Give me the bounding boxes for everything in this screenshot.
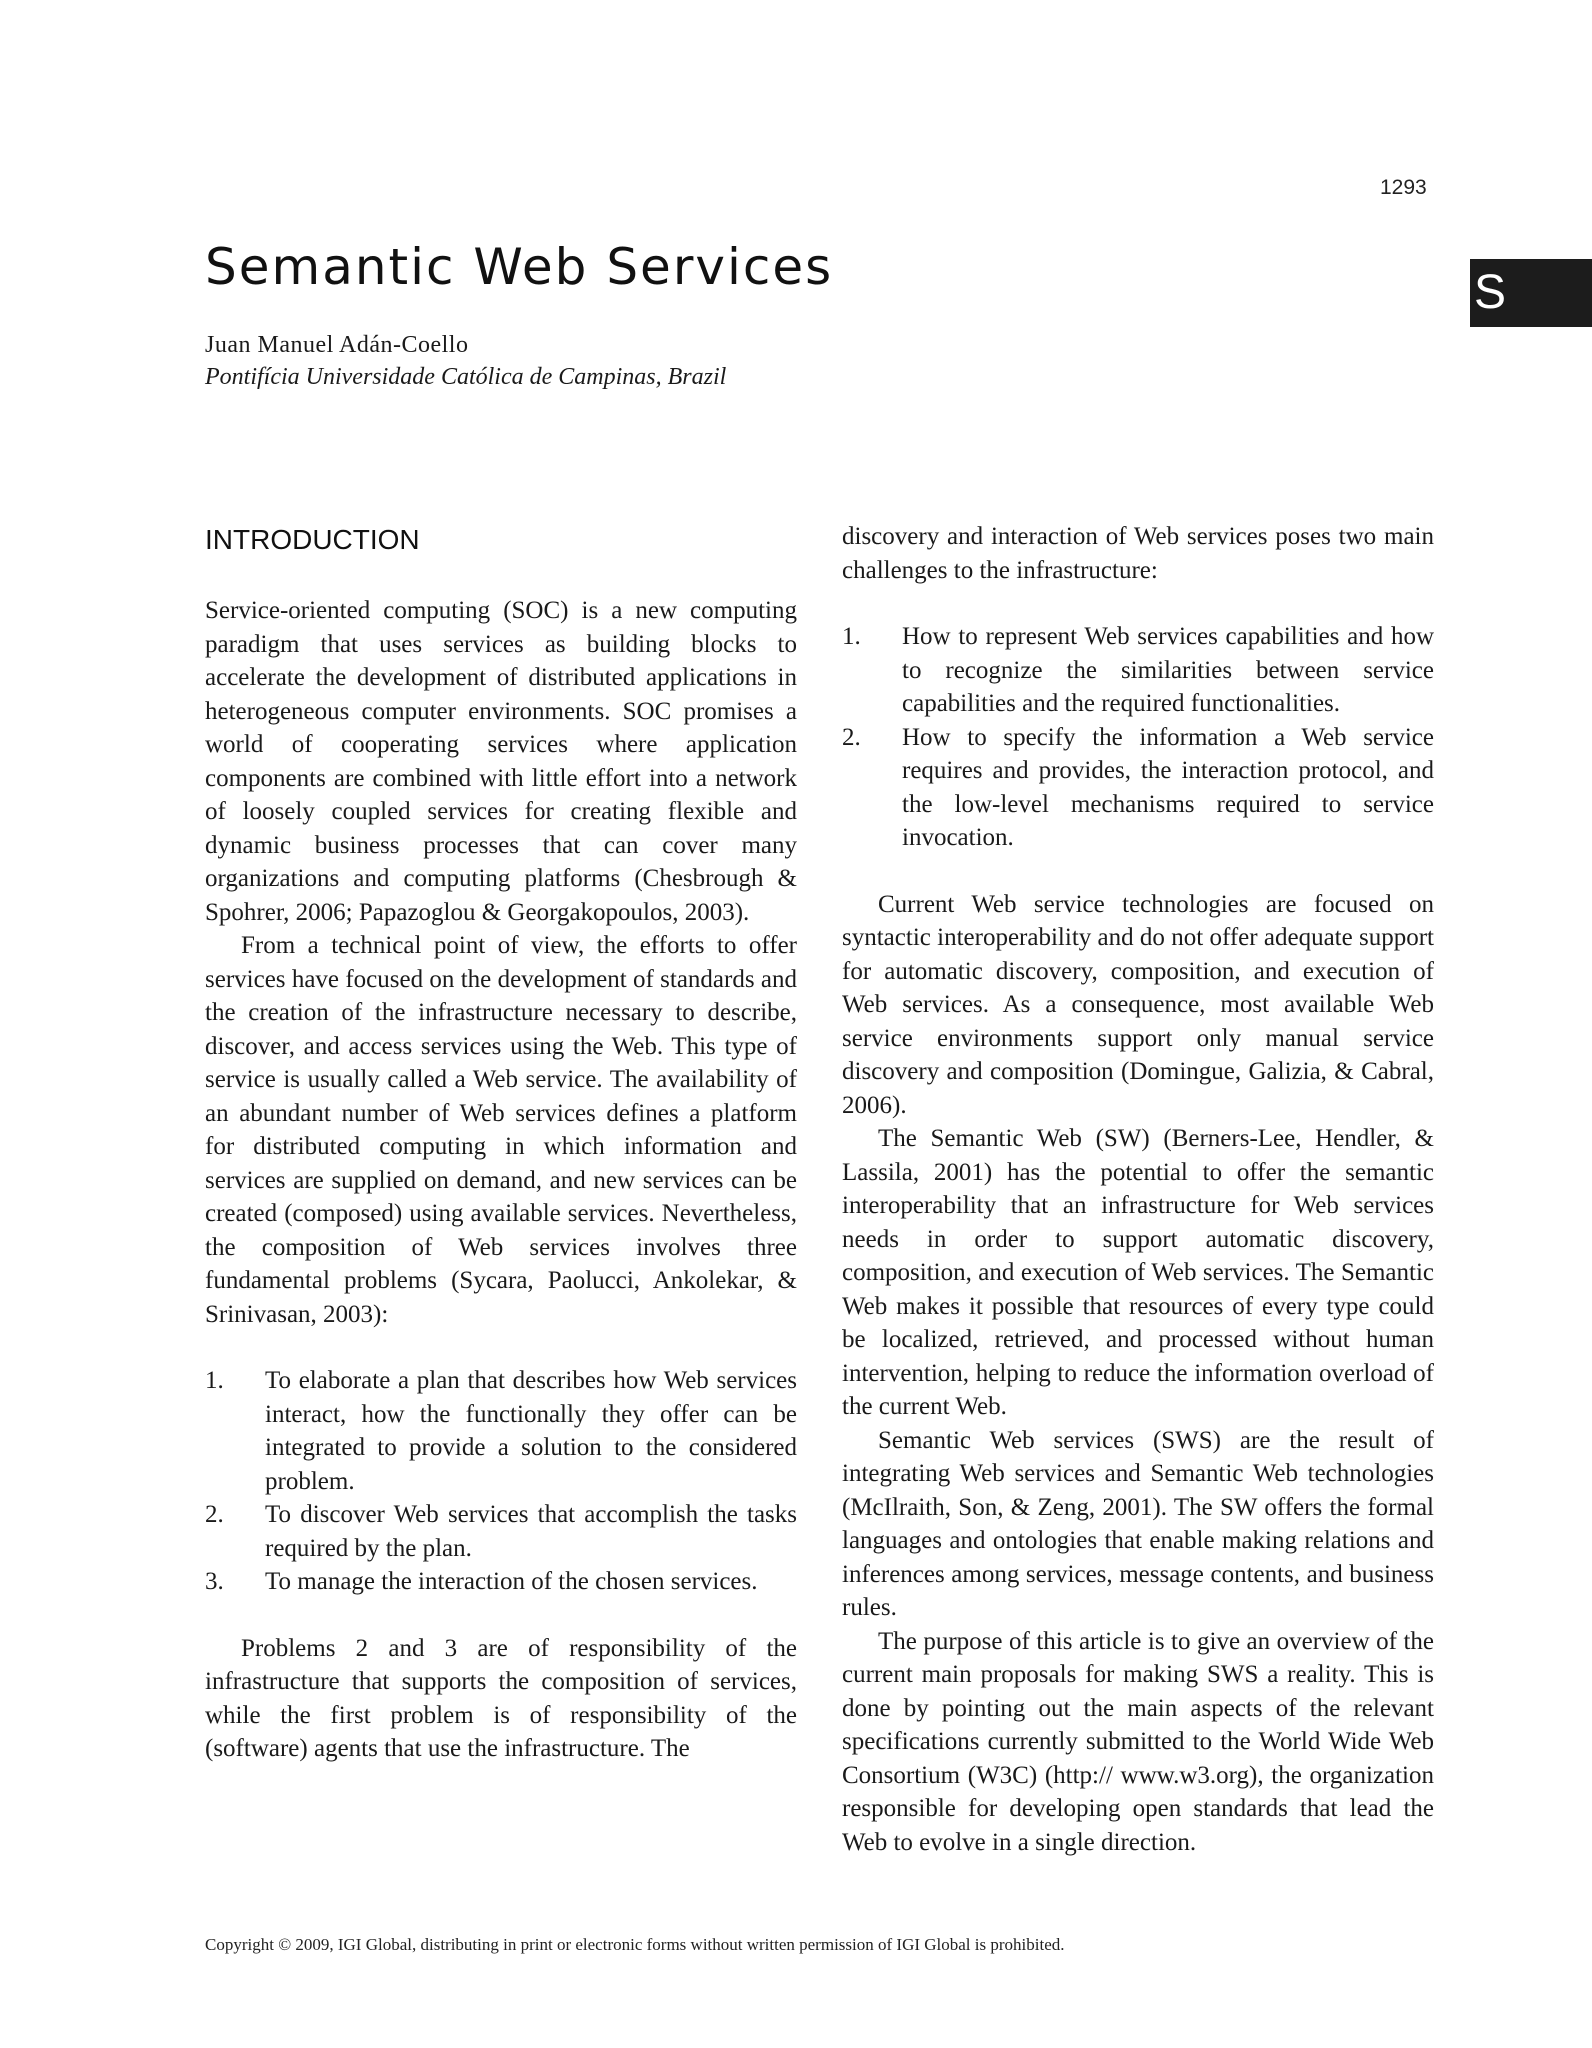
list-item-text: How to specify the information a Web service requires and provides, the interaction protocol, and the low-level mechanisms required to service invocation. xyxy=(902,723,1434,851)
list-item xyxy=(842,721,1434,855)
list-item-text: To discover Web services that accomplish the tasks required by the plan. xyxy=(265,1501,797,1562)
list-item-text: How to represent Web services capabilities and how to recognize the similarities between service capabilities and the required functionalities. xyxy=(902,623,1434,717)
paragraph: The Semantic Web (SW) (Berners-Lee, Hendler, & Lassila, 2001) has the potential to offer the semantic interoperability that an infrastructure for Web services needs in order to support automatic discovery, composition, and execution of Web services. The Semantic Web makes it possible that resources of every type could be localized, retrieved, and processed without human intervention, helping to reduce the information overload of the current Web. xyxy=(842,1125,1434,1420)
copyright-footer: Copyright © 2009, IGI Global, distributing in print or electronic forms without written permission of IGI Global is prohibited. xyxy=(205,1935,1065,1954)
list-item xyxy=(842,620,1434,721)
author-name: Juan Manuel Adán-Coello xyxy=(205,332,469,358)
right-column xyxy=(842,520,1434,1859)
numbered-list xyxy=(842,620,1434,855)
section-heading: INTRODUCTION xyxy=(205,524,420,555)
paragraph: Service-oriented computing (SOC) is a new computing paradigm that uses services as building blocks to accelerate the development of distributed applications in heterogeneous computer environments. SOC promises a world of cooperating services where application components are combined with little effort into a network of loosely coupled services for creating flexible and dynamic business processes that can cover many organizations and computing platforms (Chesbrough & Spohrer, 2006; Papazoglou & Georgakopoulos, 2003). xyxy=(205,597,797,926)
list-item xyxy=(205,1565,797,1599)
list-number: 1. xyxy=(842,623,861,650)
left-column xyxy=(205,520,797,1766)
list-item-text: To elaborate a plan that describes how Web services interact, how the functionally they offer can be integrated to provide a solution to the considered problem. xyxy=(265,1367,797,1495)
list-item-text: To manage the interaction of the chosen services. xyxy=(265,1568,758,1595)
list-number: 1. xyxy=(205,1367,224,1394)
article-title: Semantic Web Services xyxy=(205,238,834,296)
page-number: 1293 xyxy=(1380,176,1427,199)
numbered-list xyxy=(205,1364,797,1599)
list-number: 2. xyxy=(842,723,861,751)
paragraph: Current Web service technologies are focused on syntactic interoperability and do not offer adequate support for automatic discovery, composition, and execution of Web services. As a consequence, most available Web service environments support only manual service discovery and composition (Domingue, Galizia, & Cabral, 2006). xyxy=(842,890,1434,1119)
paragraph: Semantic Web services (SWS) are the result of integrating Web services and Semantic Web technologies (McIlraith, Son, & Zeng, 2001). The SW offers the formal languages and ontologies that enable making relations and inferences among services, message contents, and business rules. xyxy=(842,1426,1434,1621)
paragraph: discovery and interaction of Web services poses two main challenges to the infrastructure: xyxy=(842,523,1434,584)
paragraph: From a technical point of view, the efforts to offer services have focused on the development of standards and the creation of the infrastructure necessary to describe, discover, and access services using the Web. This type of service is usually called a Web service. The availability of an abundant number of Web services defines a platform for distributed computing in which information and services are supplied on demand, and new services can be created (composed) using available services. Nevertheless, the composition of Web services involves three fundamental problems (Sycara, Paolucci, Ankolekar, & Srinivasan, 2003): xyxy=(205,932,797,1328)
list-item xyxy=(205,1498,797,1565)
paragraph: The purpose of this article is to give an overview of the current main proposals for making SWS a reality. This is done by pointing out the main aspects of the relevant specifications currently submitted to the World Wide Web Consortium (W3C) (http:// www.w3.org), the organization responsible for developing open standards that lead the Web to evolve in a single direction. xyxy=(842,1627,1434,1856)
author-affiliation: Pontifícia Universidade Católica de Campinas, Brazil xyxy=(205,364,727,390)
paragraph: Problems 2 and 3 are of responsibility of the infrastructure that supports the composition of services, while the first problem is of responsibility of the (software) agents that use the infrastructure. The xyxy=(205,1634,797,1762)
list-item xyxy=(205,1364,797,1498)
section-tab: S xyxy=(1470,259,1592,327)
list-number: 3. xyxy=(205,1568,224,1595)
list-number: 2. xyxy=(205,1501,224,1528)
